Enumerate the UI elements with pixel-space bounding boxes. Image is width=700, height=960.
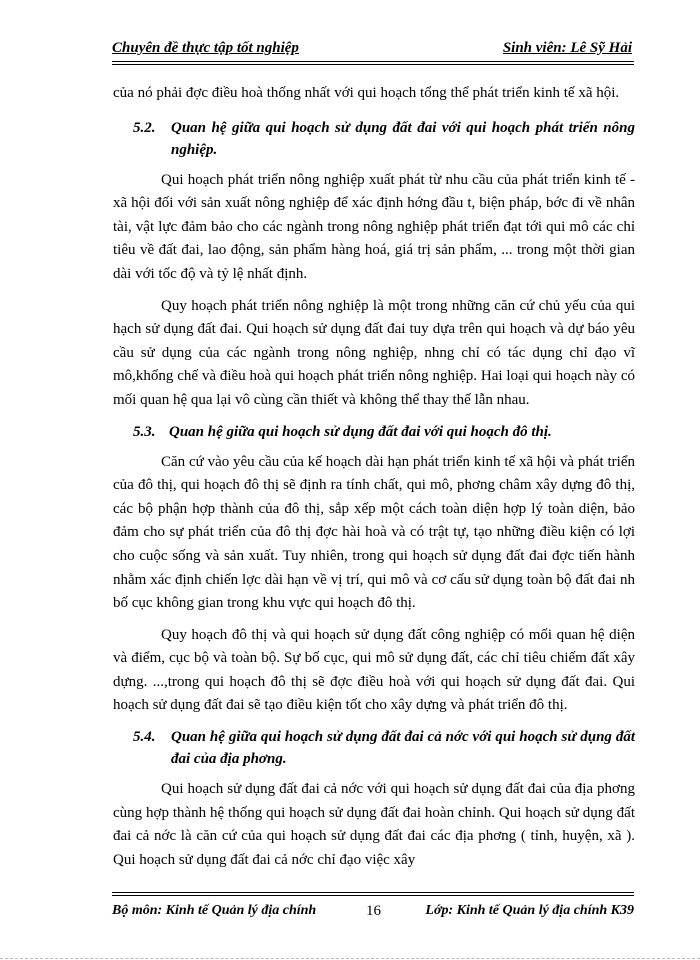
section-number: 5.2. [133,119,156,136]
section-number: 5.3. [133,423,156,440]
footer-rule [112,892,634,893]
page-header [112,38,632,60]
header-student: Sinh viên: Lê Sỹ Hải [502,40,632,56]
section-heading [113,117,635,161]
document-body [113,82,635,880]
section-heading [113,726,635,770]
paragraph: Quy hoạch đô thị và qui hoạch sử dụng đất công nghiệp có mối quan hệ diện và điểm, cục bộ và toàn bộ. Sự bố cục, qui mô sử dụng đất, các chỉ tiêu chiếm đất xây dựng. ...,trong qui hoạch đô thị sẽ đợc điều hoà với qui hoạch sử dụng đất đai. Qui hoạch sử dụng đất đai sẽ tạo điều kiện tốt cho xây dựng và phát triển đô thị. [113,626,635,714]
page-number: 16 [366,903,381,919]
footer-department: Bộ môn: Kinh tế Quản lý địa chính [112,903,317,918]
paragraph: Qui hoạch sử dụng đất đai cả nớc với qui hoạch sử dụng đất đai của địa phơng cùng hợp thành hệ thống qui hoạch sử dụng đất đai hoàn chỉnh. Qui hoạch sử dụng đất đai cả nớc là căn cứ của qui hoạch sử dụng đất đai các địa phơng ( tỉnh, huyện, xã ). Qui hoạch sử dụng đất đai cả nớc chỉ đạo việc xây [113,781,635,868]
page-footer [112,903,634,923]
header-rule-double [112,64,634,65]
header-rule [112,61,634,62]
section-heading [113,421,635,443]
page-bottom-border [0,958,700,959]
paragraph: Quy hoạch phát triển nông nghiệp là một trong những căn cứ chủ yếu của qui hạch sử dụng đất đai. Qui hoạch sử dụng đất đai tuy dựa trên qui hoạch và dự báo yêu cầu sử dụng của các ngành trong nông nghiệp, nhng chỉ có tác dụng chỉ đạo vĩ mô,khống chế và điều hoà qui hoạch phát triển nông nghiệp. Hai loại qui hoạch này có mối quan hệ qua lại vô cùng cần thiết và không thể thay thế lẫn nhau. [113,297,635,408]
footer-class: Lớp: Kinh tế Quản lý địa chính K39 [425,903,634,918]
section-number: 5.4. [133,729,156,746]
section-title: Quan hệ giữa qui hoạch sử dụng đất đai với qui hoạch phát triển nông nghiệp. [171,119,635,158]
intro-paragraph: của nó phải đợc điều hoà thống nhất với qui hoạch tổng thể phát triển kinh tế xã hội. [113,85,620,101]
section-title: Quan hệ giữa qui hoạch sử dụng đất đai với qui hoạch đô thị. [169,423,552,440]
section-title: Quan hệ giữa qui hoạch sử dụng đất đai cả nớc với qui hoạch sử dụng đất đai của địa phơng. [171,729,635,768]
paragraph: Căn cứ vào yêu cầu của kế hoạch dài hạn phát triển kinh tế xã hội và phát triển của đô thị, qui hoạch đô thị sẽ định ra tính chất, qui mô, phơng châm xây dựng đô thị, các bộ phận hợp thành của đô thị, sắp xếp một cách toàn diện hợp lý toàn diện, bảo đảm cho sự phát triển của đô thị đợc hài hoà và có trật tự, tạo những điều kiện có lợi cho cuộc sống và sản xuất. Tuy nhiên, trong qui hoạch sử dụng đất đai đợc tiến hành nhằm xác định chiến lợc dài hạn về vị trí, qui mô và cơ cấu sử dụng toàn bộ đất đai nh bố cục không gian trong khu vực qui hoạch đô thị. [113,453,635,612]
footer-rule-double [112,895,634,896]
paragraph: Qui hoạch phát triển nông nghiệp xuất phát từ nhu cầu của phát triển kinh tế - xã hội đối với sản xuất nông nghiệp để xác định hớng đầu t, biện pháp, bớc đi về nhân tài, vật lực đảm bảo cho các ngành trong nông nghiệp phát triển đạt tới qui mô các chỉ tiêu về đất đai, lao động, sản phẩm hàng hoá, giá trị sản phẩm, ... trong một thời gian dài với tốc độ và tỷ lệ nhất định. [113,171,635,282]
header-title: Chuyên đề thực tập tốt nghiệp [112,40,299,56]
